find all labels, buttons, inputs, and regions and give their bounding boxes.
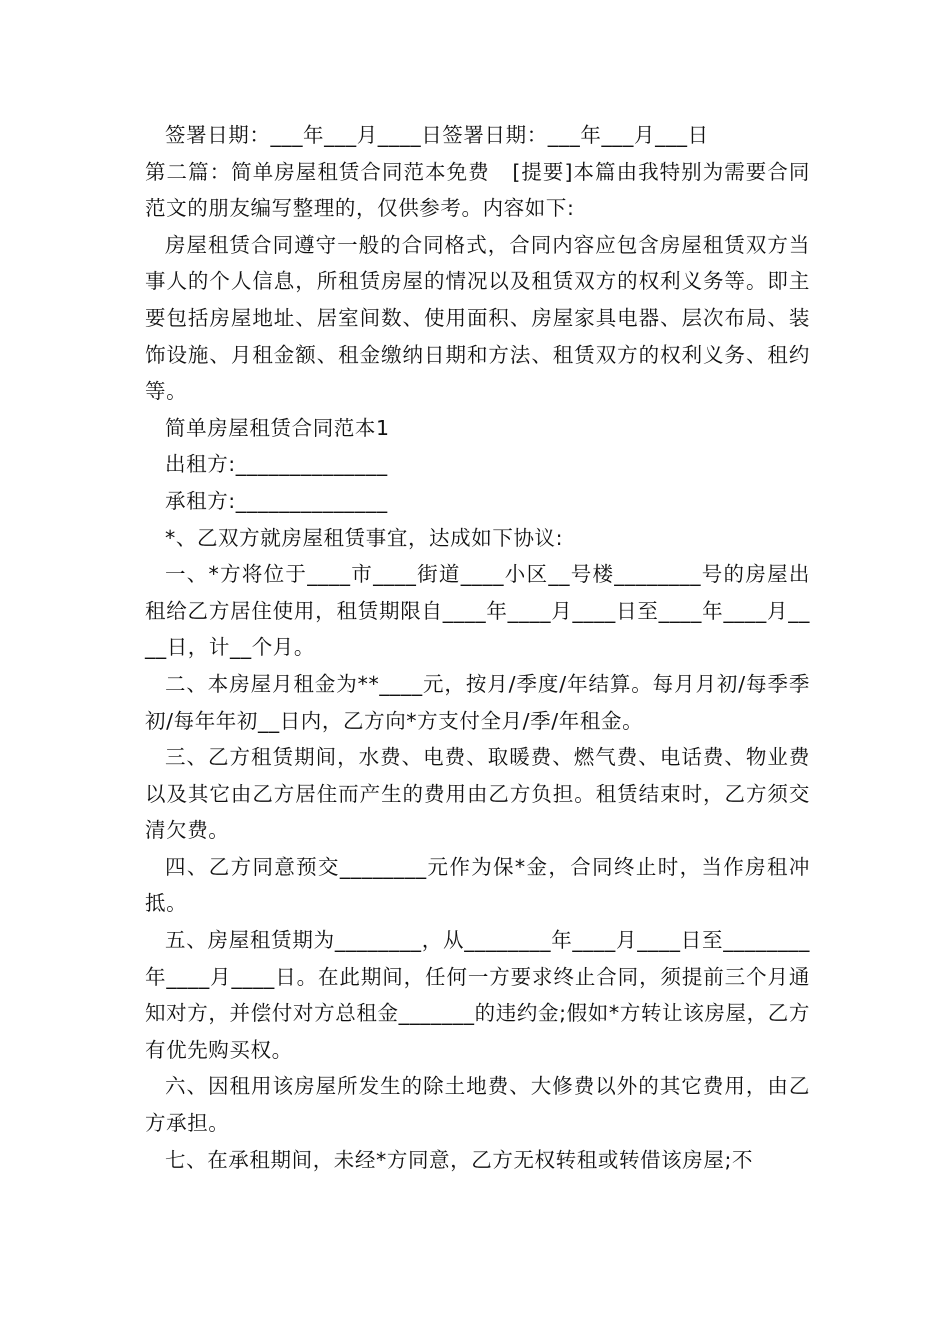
document-body (145, 117, 810, 1178)
signature-date-line: 签署日期：___年___月____日签署日期：___年___月___日 (165, 123, 709, 147)
clause-7: 七、在承租期间，未经*方同意，乙方无权转租或转借该房屋;不 (165, 1147, 754, 1172)
clause-1: 一、*方将位于____市____街道____小区__号楼________号的房屋出租给乙方居住使用，租赁期限自____年____月____日至____年____月____日，计__个月。 (145, 562, 810, 660)
lessor-line: 出租方:______________ (165, 452, 388, 477)
section-two-heading: 第二篇：简单房屋租赁合同范本免费 [提要]本篇由我特别为需要合同范文的朋友编写整理的，仅供参考。内容如下: (145, 159, 810, 221)
agreement-preamble: *、乙双方就房屋租赁事宜，达成如下协议: (165, 525, 564, 550)
clause-3: 三、乙方租赁期间，水费、电费、取暖费、燃气费、电话费、物业费以及其它由乙方居住而产生的费用由乙方负担。租赁结束时，乙方须交清欠费。 (145, 745, 810, 843)
intro-paragraph: 房屋租赁合同遵守一般的合同格式，合同内容应包含房屋租赁双方当事人的个人信息，所租赁房屋的情况以及租赁双方的权利义务等。即主要包括房屋地址、居室间数、使用面积、房屋家具电器、层次布局、装饰设施、月租金额、租金缴纳日期和方法、租赁双方的权利义务、租约等。 (145, 232, 810, 404)
clause-4: 四、乙方同意预交________元作为保*金，合同终止时，当作房租冲抵。 (145, 854, 810, 916)
lessee-line: 承租方:______________ (165, 488, 388, 513)
contract-title: 简单房屋租赁合同范本1 (165, 415, 390, 440)
clause-5: 五、房屋租赁期为________，从________年____月____日至________年____月____日。在此期间，任何一方要求终止合同，须提前三个月通知对方，并偿付对方总租金_______的违约金;假如*方转让该房屋，乙方有优先购买权。 (145, 928, 810, 1062)
clause-6: 六、因租用该房屋所发生的除土地费、大修费以外的其它费用，由乙方承担。 (145, 1074, 810, 1136)
clause-2: 二、本房屋月租金为**____元，按月/季度/年结算。每月月初/每季季初/每年年初__日内，乙方向*方支付全月/季/年租金。 (145, 671, 810, 733)
